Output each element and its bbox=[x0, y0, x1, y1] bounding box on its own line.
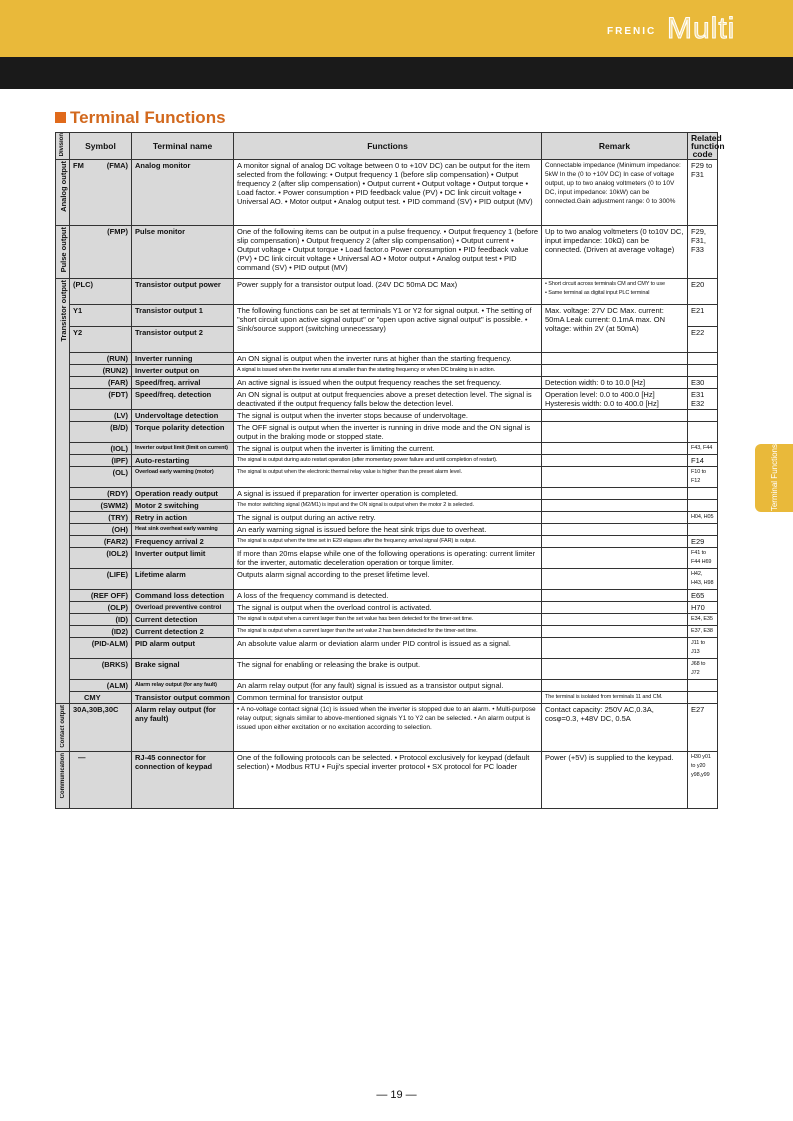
remark-cell bbox=[542, 548, 688, 569]
table-row bbox=[56, 659, 718, 680]
symbol-cell: (IPF) bbox=[70, 455, 132, 467]
code-cell: H30 y01 to y20 y98,y99 bbox=[688, 751, 718, 808]
symbol-cell: CMY bbox=[70, 692, 132, 704]
table-row bbox=[56, 548, 718, 569]
table-row bbox=[56, 353, 718, 365]
table-row-pulse bbox=[56, 226, 718, 279]
code-cell: F10 to F12 bbox=[688, 467, 718, 488]
name-cell: Overload early warning (motor) bbox=[132, 467, 234, 488]
symbol-cell: (SWM2) bbox=[70, 500, 132, 512]
remark-cell: Connectable impedance (Minimum impedance: 5kW In the (0 to +10V DC) In case of voltage output, up to two analog voltmeters (0 to 10V DC, input impedance: 10kW) can be connected.Gain adjustment range: 0 to 300% bbox=[542, 160, 688, 226]
remark-cell: The terminal is isolated from terminals 11 and CM. bbox=[542, 692, 688, 704]
name-cell: RJ-45 connector for connection of keypad bbox=[132, 751, 234, 808]
functions-cell: A signal is issued when the inverter runs at smaller than the starting frequency or when DC braking is in action. bbox=[234, 365, 542, 377]
remark-cell: Max. voltage: 27V DC Max. current: 50mA Leak current: 0.1mA max. ON voltage: within 2V (at 50mA) bbox=[542, 305, 688, 353]
functions-cell: The signal is output when a current larger than the set value 2 has been detected for the timer-set time. bbox=[234, 626, 542, 638]
table-row bbox=[56, 377, 718, 389]
remark-cell bbox=[542, 638, 688, 659]
code-cell bbox=[688, 422, 718, 443]
table-row bbox=[56, 569, 718, 590]
code-cell: F29, F31, F33 bbox=[688, 226, 718, 279]
symbol-cell: (IOL) bbox=[70, 443, 132, 455]
symbol-cell: (FAR) bbox=[70, 377, 132, 389]
name-cell: Alarm relay output (for any fault) bbox=[132, 680, 234, 692]
functions-cell: One of the following items can be output in a pulse frequency. • Output frequency 1 (before slip compensation) • Output frequency 2 (after slip compensation) • Output current • Output voltage • Output torque • Load factor.o Power consumption • PID feedback value (PV) • DC link circuit voltage • Universal AO • Motor output • Analog output test • PID command (SV) • PID output (MV) bbox=[234, 226, 542, 279]
code-cell bbox=[688, 500, 718, 512]
name-cell: Auto-restarting bbox=[132, 455, 234, 467]
symbol-cell: (OL) bbox=[70, 467, 132, 488]
table-row bbox=[56, 467, 718, 488]
code-cell: E22 bbox=[688, 327, 718, 353]
remark-cell bbox=[542, 467, 688, 488]
remark-cell bbox=[542, 626, 688, 638]
code-cell bbox=[688, 524, 718, 536]
name-cell: Inverter running bbox=[132, 353, 234, 365]
header-terminal-name: Terminal name bbox=[132, 133, 234, 160]
side-tab-terminal-functions[interactable]: Terminal Functions bbox=[755, 444, 793, 512]
functions-cell: A loss of the frequency command is detected. bbox=[234, 590, 542, 602]
division-contact: Contact output bbox=[56, 704, 70, 752]
symbol-cell: (OH) bbox=[70, 524, 132, 536]
code-cell: F43, F44 bbox=[688, 443, 718, 455]
name-cell: Motor 2 switching bbox=[132, 500, 234, 512]
division-communication: Communication bbox=[56, 751, 70, 808]
title-square-icon bbox=[55, 112, 66, 123]
name-cell: Retry in action bbox=[132, 512, 234, 524]
name-cell: Transistor output common bbox=[132, 692, 234, 704]
code-cell: F14 bbox=[688, 455, 718, 467]
symbol-cell: FM (FMA) bbox=[70, 160, 132, 226]
code-cell: E37, E38 bbox=[688, 626, 718, 638]
functions-cell: Common terminal for transistor output bbox=[234, 692, 542, 704]
functions-cell: Power supply for a transistor output load. (24V DC 50mA DC Max) bbox=[234, 279, 542, 305]
table-row bbox=[56, 488, 718, 500]
name-cell: Inverter output on bbox=[132, 365, 234, 377]
header-remark: Remark bbox=[542, 133, 688, 160]
table-row bbox=[56, 524, 718, 536]
table-row bbox=[56, 389, 718, 410]
remark-cell bbox=[542, 443, 688, 455]
table-row bbox=[56, 536, 718, 548]
remark-cell: Power (+5V) is supplied to the keypad. bbox=[542, 751, 688, 808]
functions-cell: Outputs alarm signal according to the preset lifetime level. bbox=[234, 569, 542, 590]
symbol-cell: (RUN) bbox=[70, 353, 132, 365]
remark-cell bbox=[542, 488, 688, 500]
functions-cell: The signal is output when the electronic thermal relay value is higher than the preset alarm level. bbox=[234, 467, 542, 488]
functions-cell: The following functions can be set at terminals Y1 or Y2 for signal output. • The setting of "short circuit upon active signal output" or "open upon active signal output" is possible. • Sink/source support (switching unnecessary) bbox=[234, 305, 542, 353]
code-cell: E65 bbox=[688, 590, 718, 602]
table-row bbox=[56, 443, 718, 455]
name-cell: Current detection 2 bbox=[132, 626, 234, 638]
table-row bbox=[56, 365, 718, 377]
symbol-cell: (ID2) bbox=[70, 626, 132, 638]
name-cell: Undervoltage detection bbox=[132, 410, 234, 422]
code-cell: H70 bbox=[688, 602, 718, 614]
remark-cell bbox=[542, 590, 688, 602]
code-cell: J68 to J72 bbox=[688, 659, 718, 680]
symbol-cell: (REF OFF) bbox=[70, 590, 132, 602]
symbol-cell: (ALM) bbox=[70, 680, 132, 692]
table-row bbox=[56, 422, 718, 443]
functions-cell: A signal is issued if preparation for inverter operation is completed. bbox=[234, 488, 542, 500]
table-row-communication bbox=[56, 751, 718, 808]
table-row bbox=[56, 602, 718, 614]
remark-cell bbox=[542, 422, 688, 443]
functions-cell: An ON signal is output when the inverter runs at higher than the starting frequency. bbox=[234, 353, 542, 365]
symbol-cell: 30A,30B,30C bbox=[70, 704, 132, 752]
remark-cell bbox=[542, 410, 688, 422]
symbol-cell: (B/D) bbox=[70, 422, 132, 443]
code-cell bbox=[688, 692, 718, 704]
code-cell: E31 E32 bbox=[688, 389, 718, 410]
table-row bbox=[56, 410, 718, 422]
code-cell: F29 to F31 bbox=[688, 160, 718, 226]
code-cell bbox=[688, 680, 718, 692]
name-cell: Operation ready output bbox=[132, 488, 234, 500]
code-cell: E34, E35 bbox=[688, 614, 718, 626]
brand-multi-logo: Multi bbox=[667, 12, 736, 45]
header-functions: Functions bbox=[234, 133, 542, 160]
table-row bbox=[56, 500, 718, 512]
symbol-cell: (PLC) bbox=[70, 279, 132, 305]
code-cell bbox=[688, 410, 718, 422]
functions-cell: The motor switching signal (M2/M1) is input and the ON signal is output when the motor 2 is selected. bbox=[234, 500, 542, 512]
symbol-cell: Y1 bbox=[70, 305, 132, 327]
functions-cell: An ON signal is output at output frequencies above a preset detection level. The signal is deactivated if the output frequency falls below the detection level. bbox=[234, 389, 542, 410]
header-symbol: Symbol bbox=[70, 133, 132, 160]
symbol-cell: (OLP) bbox=[70, 602, 132, 614]
table-row bbox=[56, 455, 718, 467]
code-cell: E21 bbox=[688, 305, 718, 327]
table-row bbox=[56, 512, 718, 524]
table-row bbox=[56, 614, 718, 626]
code-cell: F41 to F44 H69 bbox=[688, 548, 718, 569]
code-cell: H42, H43, H98 bbox=[688, 569, 718, 590]
remark-cell bbox=[542, 680, 688, 692]
name-cell: Overload preventive control bbox=[132, 602, 234, 614]
code-cell bbox=[688, 353, 718, 365]
functions-cell: One of the following protocols can be selected. • Protocol exclusively for keypad (default selection) • Modbus RTU • Fuji's special inverter protocol • SX protocol for PC loader bbox=[234, 751, 542, 808]
name-cell: Command loss detection bbox=[132, 590, 234, 602]
remark-cell bbox=[542, 500, 688, 512]
remark-cell bbox=[542, 455, 688, 467]
remark-cell bbox=[542, 569, 688, 590]
remark-cell: Detection width: 0 to 10.0 [Hz] bbox=[542, 377, 688, 389]
functions-cell: The signal is output during auto restart operation (after momentary power failure and until completion of restart). bbox=[234, 455, 542, 467]
name-cell: Frequency arrival 2 bbox=[132, 536, 234, 548]
symbol-cell: (TRY) bbox=[70, 512, 132, 524]
name-cell: Inverter output limit bbox=[132, 548, 234, 569]
code-cell: J11 to J13 bbox=[688, 638, 718, 659]
table-row-cmy bbox=[56, 692, 718, 704]
functions-cell: An alarm relay output (for any fault) signal is issued as a transistor output signal. bbox=[234, 680, 542, 692]
code-cell: E27 bbox=[688, 704, 718, 752]
symbol-cell: (RUN2) bbox=[70, 365, 132, 377]
functions-cell: The signal is output when the time set in E29 elapses after the frequency arrival signal (FAR) is output. bbox=[234, 536, 542, 548]
functions-cell: • A no-voltage contact signal (1c) is issued when the inverter is stopped due to an alarm. • Multi-purpose relay output; signals similar to above-mentioned signals Y1 to Y2 can be selected. • An alarm output is issued upon either excitation or no excitation according to selection. bbox=[234, 704, 542, 752]
name-cell: Inverter output limit (limit on current) bbox=[132, 443, 234, 455]
code-cell bbox=[688, 488, 718, 500]
symbol-cell: (FDT) bbox=[70, 389, 132, 410]
symbol-cell: (FMP) bbox=[70, 226, 132, 279]
name-cell: Transistor output 1 bbox=[132, 305, 234, 327]
functions-cell: The signal is output when the inverter stops because of undervoltage. bbox=[234, 410, 542, 422]
header-related-code: Related function code bbox=[688, 133, 718, 160]
functions-cell: A monitor signal of analog DC voltage between 0 to +10V DC) can be output for the item selected from the following: • Output frequency 1 (before slip compensation) • Output frequency 2 (after slip compensation) • Output current • Output voltage • Output torque • Load factor. • Power consumption • PID feedback value (PV) • DC link circuit voltage • Universal AO. • Motor output • Analog output test. • PID command (SV) • PID output (MV) bbox=[234, 160, 542, 226]
symbol-cell: Y2 bbox=[70, 327, 132, 353]
remark-cell: Up to two analog voltmeters (0 to10V DC, input impedance: 10kΩ) can be connected. (Driven at average voltage) bbox=[542, 226, 688, 279]
symbol-cell: (ID) bbox=[70, 614, 132, 626]
code-cell: E20 bbox=[688, 279, 718, 305]
table-row bbox=[56, 680, 718, 692]
name-cell: Pulse monitor bbox=[132, 226, 234, 279]
header-black-band bbox=[0, 57, 793, 89]
remark-cell: Operation level: 0.0 to 400.0 [Hz] Hysteresis width: 0.0 to 400.0 [Hz] bbox=[542, 389, 688, 410]
name-cell: Transistor output power bbox=[132, 279, 234, 305]
name-cell: Lifetime alarm bbox=[132, 569, 234, 590]
code-cell: H04, H05 bbox=[688, 512, 718, 524]
table-row-plc bbox=[56, 279, 718, 305]
remark-cell bbox=[542, 353, 688, 365]
header-division: Division bbox=[56, 133, 70, 160]
table-row-contact bbox=[56, 704, 718, 752]
symbol-cell: (LIFE) bbox=[70, 569, 132, 590]
symbol-cell: (LV) bbox=[70, 410, 132, 422]
table-row-analog bbox=[56, 160, 718, 226]
functions-cell: The signal for enabling or releasing the brake is output. bbox=[234, 659, 542, 680]
remark-cell bbox=[542, 524, 688, 536]
functions-cell: The signal is output when the inverter is limiting the current. bbox=[234, 443, 542, 455]
table-row bbox=[56, 626, 718, 638]
symbol-cell: (FAR2) bbox=[70, 536, 132, 548]
symbol-cell: (RDY) bbox=[70, 488, 132, 500]
functions-cell: The signal is output when the overload control is activated. bbox=[234, 602, 542, 614]
name-cell: Current detection bbox=[132, 614, 234, 626]
remark-cell bbox=[542, 536, 688, 548]
remark-cell bbox=[542, 659, 688, 680]
remark-cell: • Short circuit across terminals CM and CMY to use • Same terminal as digital input PLC terminal bbox=[542, 279, 688, 305]
page-title bbox=[55, 108, 226, 128]
remark-cell bbox=[542, 614, 688, 626]
name-cell: Brake signal bbox=[132, 659, 234, 680]
division-transistor: Transistor output bbox=[56, 279, 70, 704]
brand-frenic: FRENIC bbox=[607, 26, 657, 37]
name-cell: Analog monitor bbox=[132, 160, 234, 226]
remark-cell bbox=[542, 512, 688, 524]
functions-cell: The signal is output during an active retry. bbox=[234, 512, 542, 524]
symbol-cell: — bbox=[70, 751, 132, 808]
page-title-text: Terminal Functions bbox=[70, 108, 226, 127]
remark-cell bbox=[542, 365, 688, 377]
name-cell: Torque polarity detection bbox=[132, 422, 234, 443]
division-analog: Analog output bbox=[56, 160, 70, 226]
name-cell: Transistor output 2 bbox=[132, 327, 234, 353]
table-header-row bbox=[56, 133, 718, 160]
functions-cell: The signal is output when a current larger than the set value has been detected for the timer-set time. bbox=[234, 614, 542, 626]
remark-cell bbox=[542, 602, 688, 614]
functions-cell: An active signal is issued when the output frequency reaches the set frequency. bbox=[234, 377, 542, 389]
terminal-functions-table bbox=[55, 132, 725, 809]
table-row bbox=[56, 590, 718, 602]
functions-cell: If more than 20ms elapse while one of the following operations is operating: current limiter for the inverter, automatic deceleration operation or torque limiter. bbox=[234, 548, 542, 569]
page-number: — 19 — bbox=[376, 1089, 417, 1101]
division-pulse: Pulse output bbox=[56, 226, 70, 279]
symbol-cell: (BRKS) bbox=[70, 659, 132, 680]
table-row-y1 bbox=[56, 305, 718, 327]
name-cell: PID alarm output bbox=[132, 638, 234, 659]
name-cell: Speed/freq. arrival bbox=[132, 377, 234, 389]
code-cell bbox=[688, 365, 718, 377]
symbol-cell: (PID-ALM) bbox=[70, 638, 132, 659]
name-cell: Alarm relay output (for any fault) bbox=[132, 704, 234, 752]
name-cell: Speed/freq. detection bbox=[132, 389, 234, 410]
code-cell: E30 bbox=[688, 377, 718, 389]
functions-cell: An early warning signal is issued before the heat sink trips due to overheat. bbox=[234, 524, 542, 536]
name-cell: Heat sink overheat early warning bbox=[132, 524, 234, 536]
code-cell: E29 bbox=[688, 536, 718, 548]
functions-cell: An absolute value alarm or deviation alarm under PID control is issued as a signal. bbox=[234, 638, 542, 659]
symbol-cell: (IOL2) bbox=[70, 548, 132, 569]
functions-cell: The OFF signal is output when the inverter is running in drive mode and the ON signal is output in the braking mode or stopped state. bbox=[234, 422, 542, 443]
table-row bbox=[56, 638, 718, 659]
remark-cell: Contact capacity: 250V AC,0.3A, cosφ=0.3, +48V DC, 0.5A bbox=[542, 704, 688, 752]
